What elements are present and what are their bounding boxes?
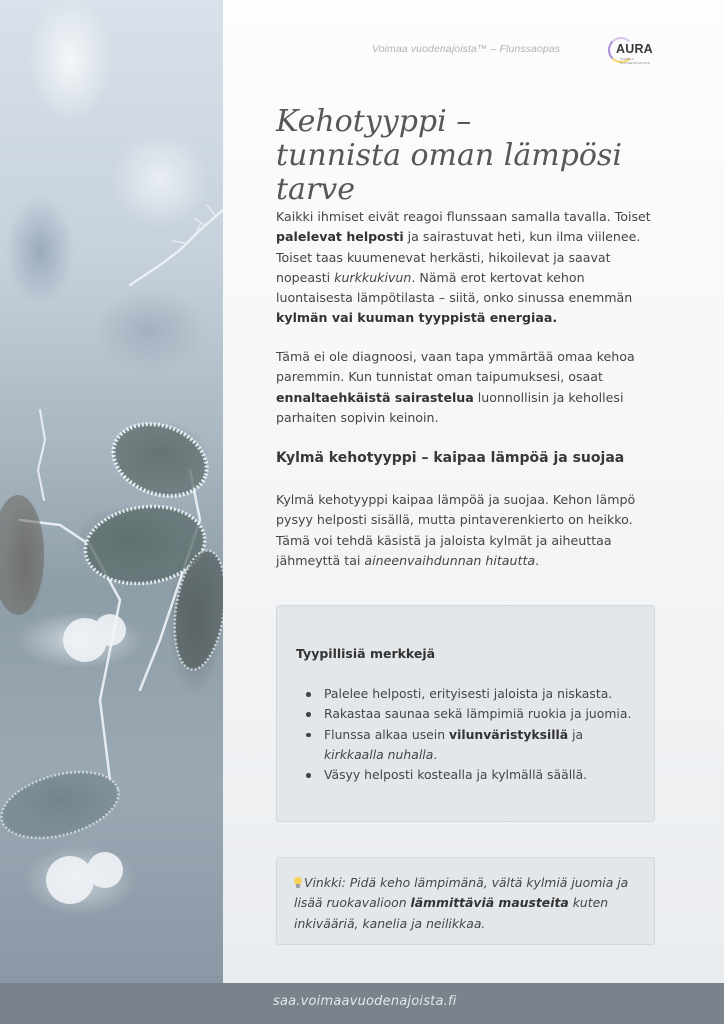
- lightbulb-icon: [294, 877, 302, 888]
- paragraph-text: luonnollisin ja kehollesi parhaiten sopivin keinoin.: [276, 389, 624, 425]
- tip-box: [276, 857, 655, 945]
- paragraph-bold-text: ennaltaehkäistä sairastelua: [276, 389, 474, 405]
- page-title-line2: tunnista oman lämpösi tarve: [276, 138, 622, 207]
- intro-italic-text: kurkkukivun: [334, 269, 412, 285]
- signs-box-title: Tyypillisiä merkkejä: [296, 646, 436, 661]
- list-item-bold-text: vilunväristyksillä: [449, 726, 569, 742]
- list-item: [306, 725, 646, 766]
- frost-leaves-photo: [0, 0, 223, 983]
- document-header-title: Voimaa vuodenajoista™ – Flunssaopas: [372, 43, 561, 55]
- list-item: Väsyy helposti kostealla ja kylmällä säällä.: [306, 765, 646, 785]
- tip-text: [294, 873, 639, 934]
- footer-bar: [0, 983, 724, 1024]
- intro-paragraph: [276, 207, 656, 329]
- intro-text: ja sairastuvat heti, kun ilma viilenee. Toiset taas kuumenevat herkästi, hikoilevat ja saavat nopeasti: [276, 229, 641, 285]
- tip-label: Vinkki:: [304, 875, 346, 890]
- frost-branch-illustration: [0, 0, 223, 983]
- list-item-text: .: [433, 746, 438, 762]
- cold-type-paragraph: [276, 490, 656, 571]
- tip-bold-text: lämmittäviä mausteita: [410, 895, 569, 911]
- footer-website-link[interactable]: saa.voimaavuodenajoista.fi: [273, 994, 457, 1009]
- section-heading: Kylmä kehotyyppi – kaipaa lämpöä ja suojaa: [276, 450, 625, 466]
- list-item-italic-text: kirkkaalla nuhalla: [324, 746, 434, 762]
- typical-signs-box: [276, 605, 655, 822]
- intro-bold-text: kylmän vai kuuman tyyppistä energiaa.: [276, 310, 558, 326]
- intro-text: Kaikki ihmiset eivät reagoi flunssaan samalla tavalla. Toiset: [276, 209, 651, 224]
- list-item-text: Flunssa alkaa usein: [324, 726, 450, 742]
- aura-logo: [608, 37, 664, 65]
- tip-body-text: Pidä keho lämpimänä, vältä kylmiä juomia ja lisää ruokavalioon: [294, 875, 629, 911]
- paragraph-text: Tämä ei ole diagnoosi, vaan tapa ymmärtää omaa kehoa paremmin. Kun tunnistat oman taipumuksesi, osaat: [276, 349, 635, 385]
- intro-bold-text: palelevat helposti: [276, 229, 404, 245]
- paragraph-italic-text: aineenvaihdunnan hitautta: [364, 552, 536, 568]
- list-item: Palelee helposti, erityisesti jaloista ja niskasta.: [306, 684, 646, 704]
- signs-list: [306, 684, 646, 785]
- tip-body-text: kuten inkivääriä, kanelia ja neilikkaa.: [294, 895, 609, 931]
- list-item-text: ja: [568, 726, 584, 742]
- diagnosis-paragraph: [276, 347, 656, 428]
- logo-subtext: VOIMAA VUODENAJOISTA: [620, 57, 651, 65]
- list-item: Rakastaa saunaa sekä lämpimiä ruokia ja juomia.: [306, 704, 646, 724]
- page-title: [276, 105, 696, 207]
- paragraph-text: Kylmä kehotyyppi kaipaa lämpöä ja suojaa. Kehon lämpö pysyy helposti sisällä, mutta pintaverenkierto on heikko. Tämä voi tehdä käsistä ja jaloista kylmät ja aiheuttaa jähmeyttä tai: [276, 492, 636, 568]
- intro-text: . Nämä erot kertovat kehon luontaisesta lämpötilasta – siitä, onko sinussa enemmän: [276, 269, 633, 306]
- logo-text: AURA: [616, 42, 653, 56]
- page-title-line1: Kehotyyppi –: [276, 104, 472, 139]
- paragraph-text: .: [535, 552, 540, 568]
